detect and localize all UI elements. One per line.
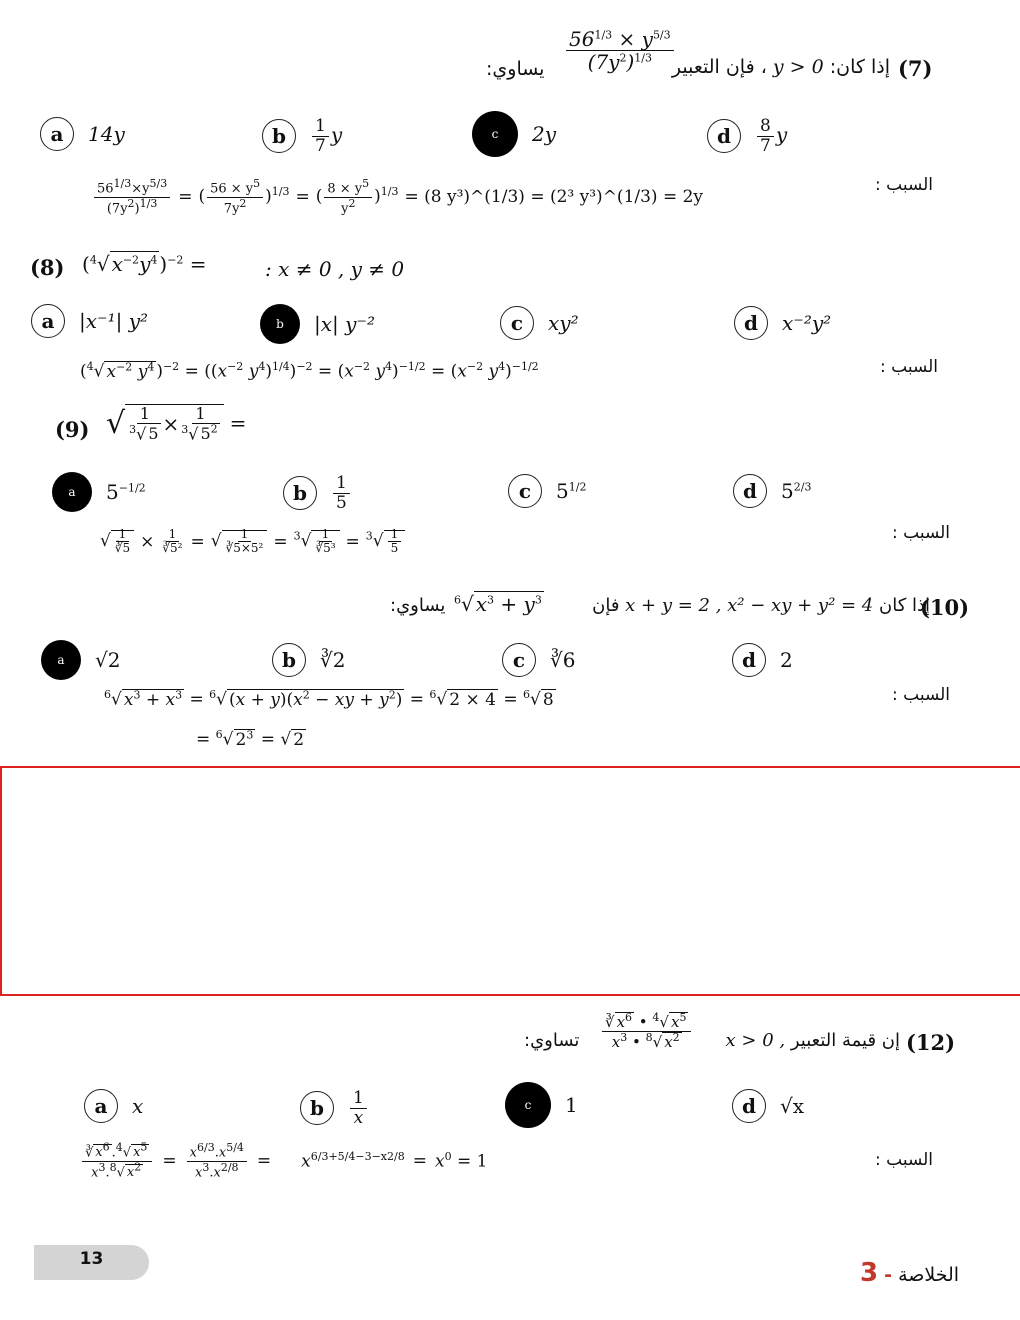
q9-solution: √ $\frac{1}{∛5}$ × $\frac{1}{\text{∛5²}}$ = √ $\frac{1}{\text{∛5×5²}}$ = $^3$√ $\frac{1}{\text{∛5³}}$ = $^3$√ $\frac{1}{5}$: [100, 528, 405, 555]
option-text: 1: [565, 1093, 578, 1117]
option-letter: b: [262, 119, 296, 153]
q10-reason-label: السبب :: [892, 685, 951, 705]
option-text: $5^{-1/2}$: [106, 480, 146, 504]
option-text: √2: [95, 648, 121, 672]
option-text: ∛2: [320, 648, 346, 672]
q8-option-b[interactable]: [260, 304, 375, 344]
q10-stem: [390, 592, 970, 624]
q10-option-d[interactable]: [732, 643, 793, 677]
q9-option-a[interactable]: [52, 472, 146, 512]
footer-title-text: الخلاصة: [898, 1264, 960, 1286]
q9-option-b[interactable]: [283, 474, 352, 512]
option-letter: c: [500, 306, 534, 340]
q8-expression: ($^4$√ $x^{-2}y^4$ )$^{-2}$ =: [82, 252, 207, 276]
q10-option-a[interactable]: [41, 640, 120, 680]
option-letter: d: [732, 643, 766, 677]
q7-solution: $\frac{56^{1/3}\times y^{5/3}}{(7y^2)^{1/3}}$ = ( $\frac{56 \times y^5}{7y^2}$ )$^{1/3}$ = ( $\frac{8 \times y^5}{y^2}$ )$^{1/3}$ = (8 y³)^(1/3) = (2³ y³)^(1/3) = 2y: [92, 178, 703, 216]
q7-option-c[interactable]: [472, 111, 556, 157]
option-letter: b: [300, 1091, 334, 1125]
q7-expression: $\frac{56^{1/3} \times y^{5/3}}{(7y^2)^{1/3}}$: [564, 28, 676, 73]
q12-number: (12): [906, 1030, 956, 1055]
q12-reason-label: السبب :: [875, 1150, 934, 1170]
option-letter-selected: c: [472, 111, 518, 157]
option-letter: a: [31, 304, 65, 338]
option-letter: d: [733, 474, 767, 508]
q10-number: (10): [920, 595, 970, 620]
q9-number: (9): [55, 417, 90, 442]
q8-number: (8): [30, 255, 65, 280]
q8-option-c[interactable]: [500, 306, 579, 340]
q9-reason-label: السبب :: [892, 523, 951, 543]
q12-solution: $\frac{∛ x^6 .^4√ x^5}{x^3.^8√ x^2}$ = $\frac{x^{6/3}.x^{5/4}}{x^3.x^{2/8}}$ = $x^{6/3+5/4-3-x2/8}$ = $x^0 = 1$: [80, 1142, 487, 1180]
q12-stem: [520, 1011, 956, 1072]
footer-dash: -: [884, 1264, 893, 1286]
q7-stem: [480, 28, 940, 108]
option-letter-selected: a: [52, 472, 92, 512]
q10-solution-line2: = $^6$√ $2^3$ = √ 2: [196, 728, 305, 750]
option-text: xy²: [548, 311, 579, 335]
q10-option-c[interactable]: [502, 643, 575, 677]
q12-option-d[interactable]: [732, 1089, 804, 1123]
option-text: ∛6: [550, 648, 576, 672]
q10-stem-end: يساوي:: [390, 595, 446, 616]
option-text: x⁻²y²: [782, 311, 832, 335]
option-text: 14y: [88, 122, 125, 146]
q8-reason-label: السبب :: [880, 357, 939, 377]
q10-solution-line1: $^6$√ $x^3 + x^3 = ^6√$ $(x + y)(x^2$ − xy + $y^2) = ^6√$ 2 × 4 = $^6$√ 8: [104, 688, 554, 710]
q8-solution: ($^4$√ $x^{-2}$ $y^4$ )$^{-2} = ((x^{-2}$ $y^4)^{1/4})^{-2} = (x^{-2}$ $y^4)^{-1/2} = (x^{-2}$ $y^4)^{-1/2}$: [80, 360, 539, 382]
option-text: $\frac{1}{5}$: [331, 474, 352, 512]
blank-answer-box: [0, 766, 1020, 996]
option-text: $\frac{8}{7}$ y: [755, 117, 787, 155]
option-text: $5^{2/3}$: [781, 479, 812, 503]
page-number: 13: [34, 1245, 149, 1280]
q7-stem-text: إذا كان: y > 0 ، فإن التعبير: [671, 56, 890, 78]
option-letter-selected: a: [41, 640, 81, 680]
q12-option-c[interactable]: [505, 1082, 578, 1128]
option-letter: c: [508, 474, 542, 508]
option-letter: a: [40, 117, 74, 151]
q9-option-c[interactable]: [508, 474, 586, 508]
option-letter: a: [84, 1089, 118, 1123]
q7-solution-tail: = (8 y³)^(1/3) = (2³ y³)^(1/3) = 2y: [404, 187, 704, 208]
q7-option-d[interactable]: [707, 117, 787, 155]
option-letter: b: [283, 476, 317, 510]
option-letter: c: [502, 643, 536, 677]
option-text: |x| y⁻²: [314, 312, 375, 336]
q10-option-b[interactable]: [272, 643, 345, 677]
q9-expression: √ $\frac{1}{^3√ 5}$ × $\frac{1}{^3√ 5^2}$ =: [106, 404, 247, 443]
option-text: $\frac{1}{7}$ y: [310, 117, 342, 155]
q7-option-b[interactable]: [262, 117, 342, 155]
q12-option-a[interactable]: [84, 1089, 143, 1123]
option-text: |x⁻¹| y²: [79, 309, 149, 333]
q9-option-d[interactable]: [733, 474, 811, 508]
q7-number: (7): [898, 56, 933, 81]
q8-option-a[interactable]: [31, 304, 148, 338]
q10-stem-text: إذا كان x + y = 2 , x² − xy + y² = 4 فإن: [592, 595, 930, 616]
q12-stem-text: إن قيمة التعبير x > 0 ,: [725, 1030, 900, 1051]
option-text: 2y: [532, 122, 557, 146]
option-letter: d: [734, 306, 768, 340]
option-text: 2: [780, 648, 793, 672]
option-text: $\frac{1}{x}$: [348, 1089, 369, 1127]
option-text: √x: [780, 1094, 805, 1118]
q7-stem-end: يساوي:: [486, 58, 545, 80]
q10-expression: $^6$√ $x^3 + y^3$: [454, 592, 542, 616]
q12-expression: $\frac{∛ x^6 • ^4√ x^5}{x^3 • ^8√ x^2}$: [600, 1012, 693, 1050]
q12-option-b[interactable]: [300, 1089, 369, 1127]
footer-chapter-title: [860, 1258, 959, 1288]
option-text: x: [132, 1094, 144, 1118]
q12-stem-end: تساوي:: [524, 1030, 580, 1051]
q7-reason-label: السبب :: [875, 175, 934, 195]
option-letter-selected: c: [505, 1082, 551, 1128]
q8-option-d[interactable]: [734, 306, 831, 340]
option-letter-selected: b: [260, 304, 300, 344]
option-letter: b: [272, 643, 306, 677]
footer-chapter-number: 3: [860, 1258, 879, 1288]
q8-condition: : x ≠ 0 , y ≠ 0: [265, 257, 405, 281]
option-letter: d: [707, 119, 741, 153]
q7-option-a[interactable]: [40, 117, 125, 151]
option-text: $5^{1/2}$: [556, 479, 587, 503]
option-letter: d: [732, 1089, 766, 1123]
